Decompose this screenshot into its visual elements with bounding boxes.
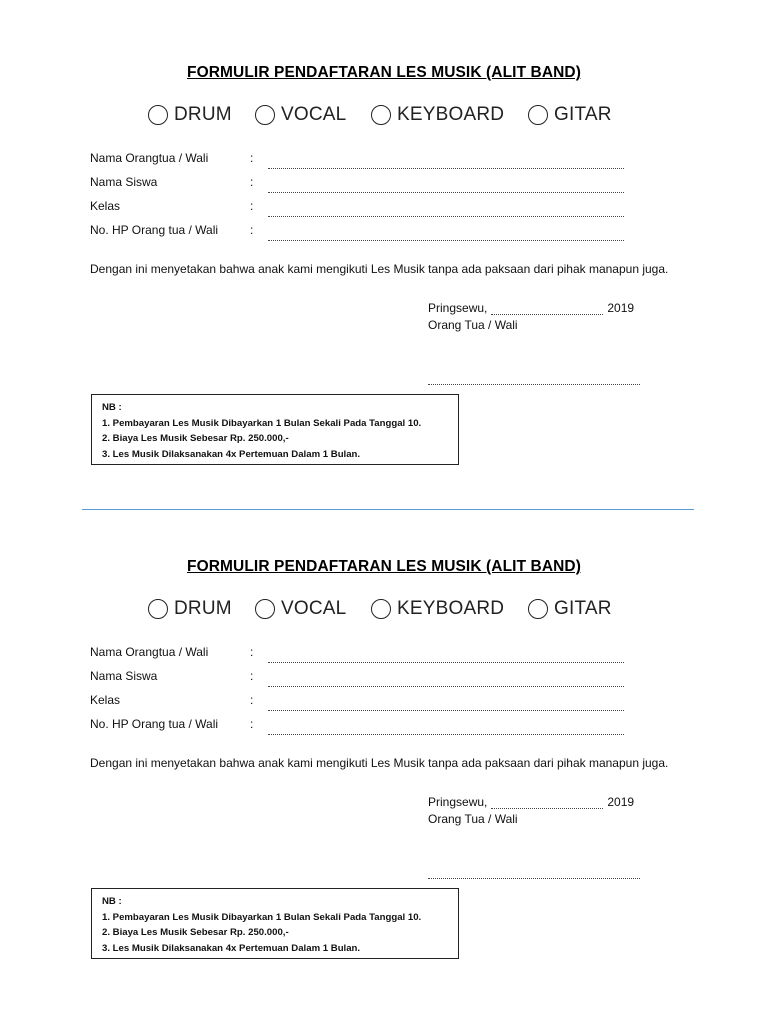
radio-vocal[interactable] bbox=[255, 105, 275, 125]
place-label: Pringsewu, bbox=[428, 301, 488, 315]
radio-drum[interactable] bbox=[148, 599, 168, 619]
note-item: 1. Pembayaran Les Musik Dibayarkan 1 Bulan Sekali Pada Tanggal 10. bbox=[102, 911, 422, 923]
field-class bbox=[90, 199, 650, 223]
instrument-options bbox=[148, 102, 628, 128]
field-phone bbox=[90, 717, 650, 741]
field-colon: : bbox=[250, 717, 254, 731]
signature-block bbox=[428, 300, 648, 334]
option-drum[interactable] bbox=[148, 596, 232, 622]
date-field[interactable] bbox=[491, 797, 603, 809]
instrument-options bbox=[148, 596, 628, 622]
consent-statement: Dengan ini menyetakan bahwa anak kami mengikuti Les Musik tanpa ada paksaan dari pihak manapun juga. bbox=[90, 756, 669, 770]
form-fields bbox=[90, 645, 650, 741]
option-label: DRUM bbox=[174, 598, 232, 619]
signer-role: Orang Tua / Wali bbox=[428, 812, 518, 826]
phone-input[interactable] bbox=[268, 223, 624, 241]
place-date-line bbox=[428, 300, 648, 317]
option-label: KEYBOARD bbox=[397, 104, 505, 125]
field-colon: : bbox=[250, 223, 254, 237]
field-label: Kelas bbox=[90, 693, 121, 707]
field-colon: : bbox=[250, 645, 254, 659]
option-keyboard[interactable] bbox=[371, 596, 504, 622]
signature-line[interactable] bbox=[428, 384, 640, 385]
notes-box bbox=[91, 888, 459, 959]
option-drum[interactable] bbox=[148, 102, 232, 128]
place-date-line bbox=[428, 794, 648, 811]
date-field[interactable] bbox=[491, 303, 603, 315]
field-label: Nama Siswa bbox=[90, 669, 158, 683]
registration-form-2 bbox=[0, 494, 768, 988]
parent-name-input[interactable] bbox=[268, 645, 624, 663]
form-title: FORMULIR PENDAFTARAN LES MUSIK (ALIT BAND) bbox=[187, 64, 581, 81]
field-parent-name bbox=[90, 151, 650, 175]
field-label: Nama Orangtua / Wali bbox=[90, 151, 209, 165]
option-label: GITAR bbox=[554, 104, 612, 125]
field-label: No. HP Orang tua / Wali bbox=[90, 717, 219, 731]
field-parent-name bbox=[90, 645, 650, 669]
class-input[interactable] bbox=[268, 199, 624, 217]
notes-heading: NB : bbox=[102, 896, 122, 907]
option-gitar[interactable] bbox=[528, 596, 612, 622]
option-label: VOCAL bbox=[281, 104, 347, 125]
field-colon: : bbox=[250, 151, 254, 165]
field-student-name bbox=[90, 669, 650, 693]
option-vocal[interactable] bbox=[255, 102, 346, 128]
signature-block bbox=[428, 794, 648, 828]
radio-gitar[interactable] bbox=[528, 599, 548, 619]
note-item: 1. Pembayaran Les Musik Dibayarkan 1 Bulan Sekali Pada Tanggal 10. bbox=[102, 417, 422, 429]
field-label: Kelas bbox=[90, 199, 121, 213]
option-label: VOCAL bbox=[281, 598, 347, 619]
field-label: No. HP Orang tua / Wali bbox=[90, 223, 219, 237]
option-gitar[interactable] bbox=[528, 102, 612, 128]
radio-keyboard[interactable] bbox=[371, 105, 391, 125]
student-name-input[interactable] bbox=[268, 175, 624, 193]
option-keyboard[interactable] bbox=[371, 102, 504, 128]
note-item: 3. Les Musik Dilaksanakan 4x Pertemuan Dalam 1 Bulan. bbox=[102, 448, 361, 460]
field-colon: : bbox=[250, 693, 254, 707]
radio-gitar[interactable] bbox=[528, 105, 548, 125]
class-input[interactable] bbox=[268, 693, 624, 711]
phone-input[interactable] bbox=[268, 717, 624, 735]
field-class bbox=[90, 693, 650, 717]
field-colon: : bbox=[250, 175, 254, 189]
notes-heading: NB : bbox=[102, 402, 122, 413]
option-label: KEYBOARD bbox=[397, 598, 505, 619]
year-label: 2019 bbox=[607, 795, 635, 809]
option-label: GITAR bbox=[554, 598, 612, 619]
notes-box bbox=[91, 394, 459, 465]
field-label: Nama Siswa bbox=[90, 175, 158, 189]
consent-statement: Dengan ini menyetakan bahwa anak kami mengikuti Les Musik tanpa ada paksaan dari pihak manapun juga. bbox=[90, 262, 669, 276]
note-item: 2. Biaya Les Musik Sebesar Rp. 250.000,- bbox=[102, 433, 289, 445]
signature-line[interactable] bbox=[428, 878, 640, 879]
form-title: FORMULIR PENDAFTARAN LES MUSIK (ALIT BAND) bbox=[187, 558, 581, 575]
parent-name-input[interactable] bbox=[268, 151, 624, 169]
place-label: Pringsewu, bbox=[428, 795, 488, 809]
student-name-input[interactable] bbox=[268, 669, 624, 687]
field-student-name bbox=[90, 175, 650, 199]
registration-form-1 bbox=[0, 0, 768, 494]
option-label: DRUM bbox=[174, 104, 232, 125]
radio-keyboard[interactable] bbox=[371, 599, 391, 619]
signer-role: Orang Tua / Wali bbox=[428, 318, 518, 332]
note-item: 2. Biaya Les Musik Sebesar Rp. 250.000,- bbox=[102, 927, 289, 939]
field-label: Nama Orangtua / Wali bbox=[90, 645, 209, 659]
field-colon: : bbox=[250, 199, 254, 213]
form-fields bbox=[90, 151, 650, 247]
field-colon: : bbox=[250, 669, 254, 683]
radio-drum[interactable] bbox=[148, 105, 168, 125]
option-vocal[interactable] bbox=[255, 596, 346, 622]
year-label: 2019 bbox=[607, 301, 635, 315]
radio-vocal[interactable] bbox=[255, 599, 275, 619]
field-phone bbox=[90, 223, 650, 247]
note-item: 3. Les Musik Dilaksanakan 4x Pertemuan Dalam 1 Bulan. bbox=[102, 942, 361, 954]
